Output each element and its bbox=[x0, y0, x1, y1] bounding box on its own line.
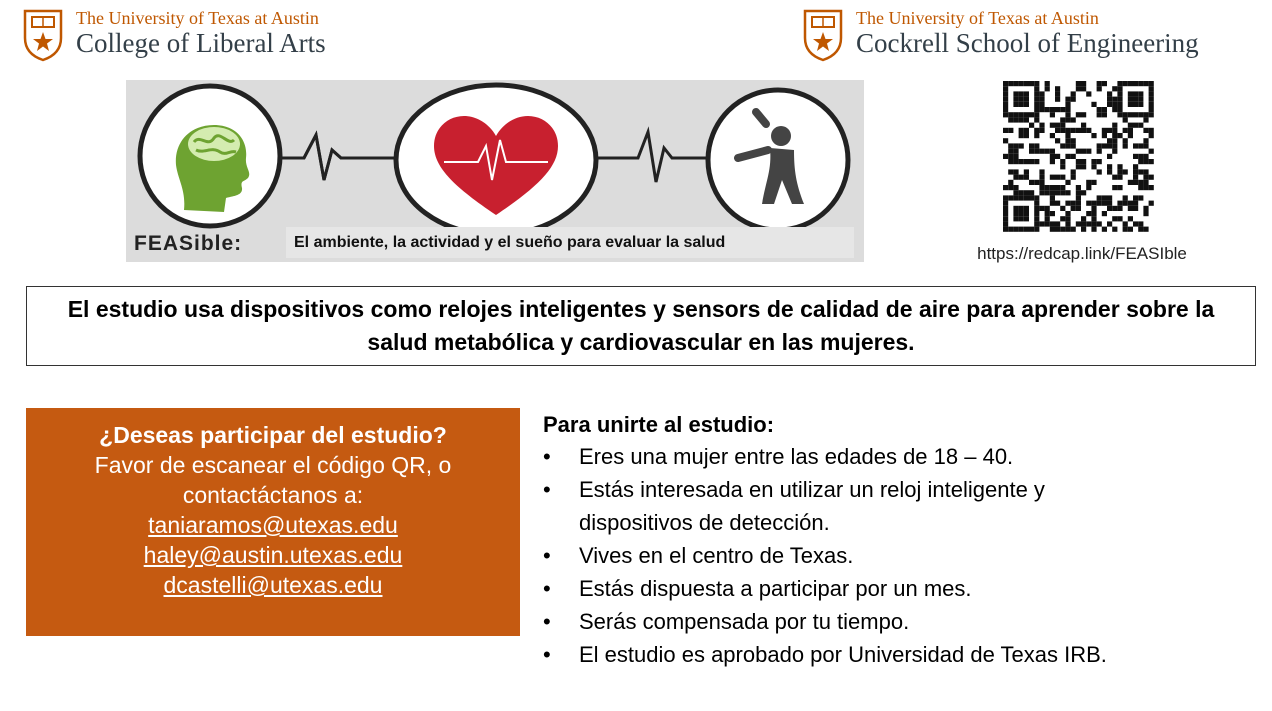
list-item: • Estás dispuesta a participar por un mes. bbox=[543, 572, 1243, 605]
statement-text: El estudio usa dispositivos como relojes inteligentes y sensors de calidad de aire para aprender sobre la salud metabólica y cardiovascular en las mujeres. bbox=[67, 296, 1215, 355]
heart-heartbeat-icon bbox=[396, 85, 596, 230]
list-item: • Eres una mujer entre las edades de 18 – 40. bbox=[543, 440, 1243, 473]
engineering-logo bbox=[802, 8, 1199, 62]
email-link-haley[interactable]: haley@austin.utexas.edu bbox=[143, 542, 403, 568]
list-item: • Serás compensada por tu tiempo. bbox=[543, 605, 1243, 638]
college-name: College of Liberal Arts bbox=[76, 28, 326, 58]
participation-question: ¿Deseas participar del estudio? bbox=[99, 422, 447, 448]
qr-url-text: https://redcap.link/FEASIble bbox=[977, 244, 1187, 263]
banner-graphic bbox=[126, 80, 864, 230]
liberal-arts-logo bbox=[22, 8, 326, 62]
banner-label: FEASible: bbox=[134, 232, 243, 255]
eligibility-title: Para unirte al estudio: bbox=[543, 412, 775, 437]
ut-shield-icon bbox=[802, 8, 844, 62]
contact-instruction-1: Favor de escanear el código QR, o bbox=[94, 452, 452, 478]
qr-code-icon[interactable] bbox=[1000, 78, 1158, 234]
email-link-dcastelli[interactable]: dcastelli@utexas.edu bbox=[163, 572, 383, 598]
eligibility-list bbox=[543, 440, 1243, 671]
stretching-person-icon bbox=[708, 90, 848, 230]
ut-shield-icon bbox=[22, 8, 64, 62]
contact-instruction-2: contactáctanos a: bbox=[182, 482, 364, 508]
list-item: • Estás interesada en utilizar un reloj inteligente y dispositivos de detección. bbox=[543, 473, 1139, 539]
university-name: The University of Texas at Austin bbox=[76, 8, 319, 28]
contact-box bbox=[26, 408, 520, 636]
college-name: Cockrell School of Engineering bbox=[856, 28, 1199, 58]
study-statement bbox=[26, 286, 1256, 366]
list-item: • El estudio es aprobado por Universidad de Texas IRB. bbox=[543, 638, 1243, 671]
brain-head-icon bbox=[140, 86, 280, 226]
feasible-banner bbox=[126, 80, 864, 262]
banner-subtitle: El ambiente, la actividad y el sueño para evaluar la salud bbox=[286, 227, 854, 258]
eligibility-section bbox=[543, 410, 1243, 671]
email-link-tania[interactable]: taniaramos@utexas.edu bbox=[148, 512, 398, 538]
list-item: • Vives en el centro de Texas. bbox=[543, 539, 1243, 572]
university-name: The University of Texas at Austin bbox=[856, 8, 1099, 28]
